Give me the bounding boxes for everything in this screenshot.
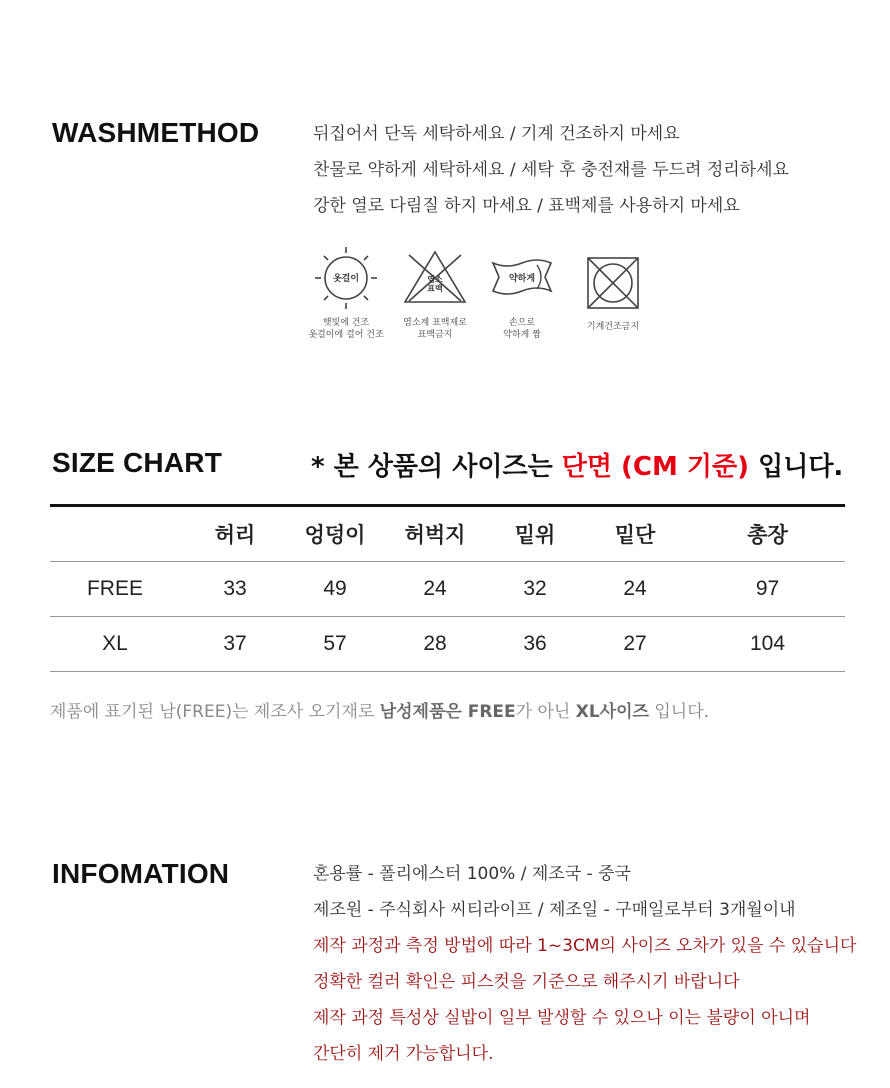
table-cell: 24 <box>423 577 447 600</box>
icon-label-line: 표백 <box>427 284 443 293</box>
header-cell: 허리 <box>214 523 256 547</box>
information-lines <box>313 856 856 1072</box>
no-bleach-triangle-icon <box>403 249 467 305</box>
table-row <box>50 562 845 617</box>
note-bold: 남성제품은 FREE <box>379 702 516 722</box>
information-title: INFOMATION <box>52 858 230 889</box>
table-cell: 33 <box>223 577 247 600</box>
size-note <box>311 446 843 483</box>
gender-size-note <box>50 697 709 722</box>
table-cell: 27 <box>623 632 647 655</box>
care-caption <box>573 321 653 333</box>
info-warning-line: 간단히 제거 가능합니다. <box>313 1044 494 1064</box>
caption-line: 햇빛에 건조 <box>322 318 370 328</box>
washmethod-title: WASHMETHOD <box>52 117 260 148</box>
note-text: 제품에 표기된 남(FREE)는 제조사 오기재로 <box>50 702 380 722</box>
note-text: 가 아닌 <box>515 702 576 722</box>
caption-line: 손으로 <box>508 318 536 328</box>
caption-line: 약하게 짬 <box>503 330 541 340</box>
table-row <box>50 617 845 672</box>
note-bold: XL사이즈 <box>575 702 649 722</box>
table-cell: 24 <box>623 577 647 600</box>
info-warning-line: 제작 과정 특성상 실밥이 일부 발생할 수 있으나 이는 불량이 아니며 <box>313 1008 811 1028</box>
table-cell: 28 <box>423 632 447 655</box>
size-note-highlight: 단면 (CM 기준) <box>561 452 750 482</box>
table-cell: 36 <box>523 632 547 655</box>
table-cell: 57 <box>323 632 347 655</box>
table-cell: 49 <box>323 577 347 600</box>
care-caption <box>395 317 475 341</box>
care-caption <box>482 317 562 341</box>
table-cell: 104 <box>749 632 786 655</box>
header-cell: 엉덩이 <box>304 523 366 547</box>
caption-line: 염소계 표백제로 <box>403 318 467 328</box>
size-chart-title: SIZE CHART <box>52 447 222 478</box>
wash-line: 찬물로 약하게 세탁하세요 / 세탁 후 충전재를 두드려 정리하세요 <box>313 160 789 180</box>
table-cell: 37 <box>223 632 247 655</box>
info-warning-line: 정확한 컬러 확인은 피스컷을 기준으로 해주시기 바랍니다 <box>313 972 740 992</box>
wash-line: 뒤집어서 단독 세탁하세요 / 기계 건조하지 마세요 <box>313 124 680 144</box>
icon-label <box>403 275 467 293</box>
caption-line: 표백금지 <box>417 330 453 340</box>
wash-line: 강한 열로 다림질 하지 마세요 / 표백제를 사용하지 마세요 <box>313 196 740 216</box>
header-cell <box>50 506 180 562</box>
header-cell: 총장 <box>747 523 788 547</box>
note-text: 입니다. <box>648 702 710 722</box>
sun-hanger-icon <box>313 245 379 311</box>
hand-wring-icon <box>489 259 555 295</box>
header-cell: 밑단 <box>614 523 656 547</box>
size-note-prefix: * 본 상품의 사이즈는 <box>311 452 562 482</box>
care-caption <box>306 317 386 341</box>
icon-label-line: 염소 <box>427 275 443 284</box>
header-cell: 허벅지 <box>404 523 466 547</box>
info-line: 혼용률 - 폴리에스터 100% / 제조국 - 중국 <box>313 864 631 884</box>
size-table <box>50 504 845 672</box>
wash-instructions <box>313 116 789 224</box>
info-line: 제조원 - 주식회사 씨티라이프 / 제조일 - 구매일로부터 3개월이내 <box>313 900 796 920</box>
table-cell: 97 <box>755 577 780 600</box>
table-header-row <box>50 506 845 562</box>
size-note-suffix: 입니다. <box>749 452 844 482</box>
icon-label: 약하게 <box>508 274 536 284</box>
size-label-cell: XL <box>102 632 128 655</box>
no-tumble-dry-icon <box>586 256 640 310</box>
info-warning-line: 제작 과정과 측정 방법에 따라 1~3CM의 사이즈 오차가 있을 수 있습니다 <box>313 936 857 956</box>
icon-label: 옷걸이 <box>332 274 360 284</box>
caption-line: 기계건조금지 <box>586 322 640 332</box>
header-cell: 밑위 <box>514 523 556 547</box>
size-label-cell: FREE <box>86 577 143 600</box>
caption-line: 옷걸이에 걸어 건조 <box>308 330 384 340</box>
table-cell: 32 <box>523 577 547 600</box>
